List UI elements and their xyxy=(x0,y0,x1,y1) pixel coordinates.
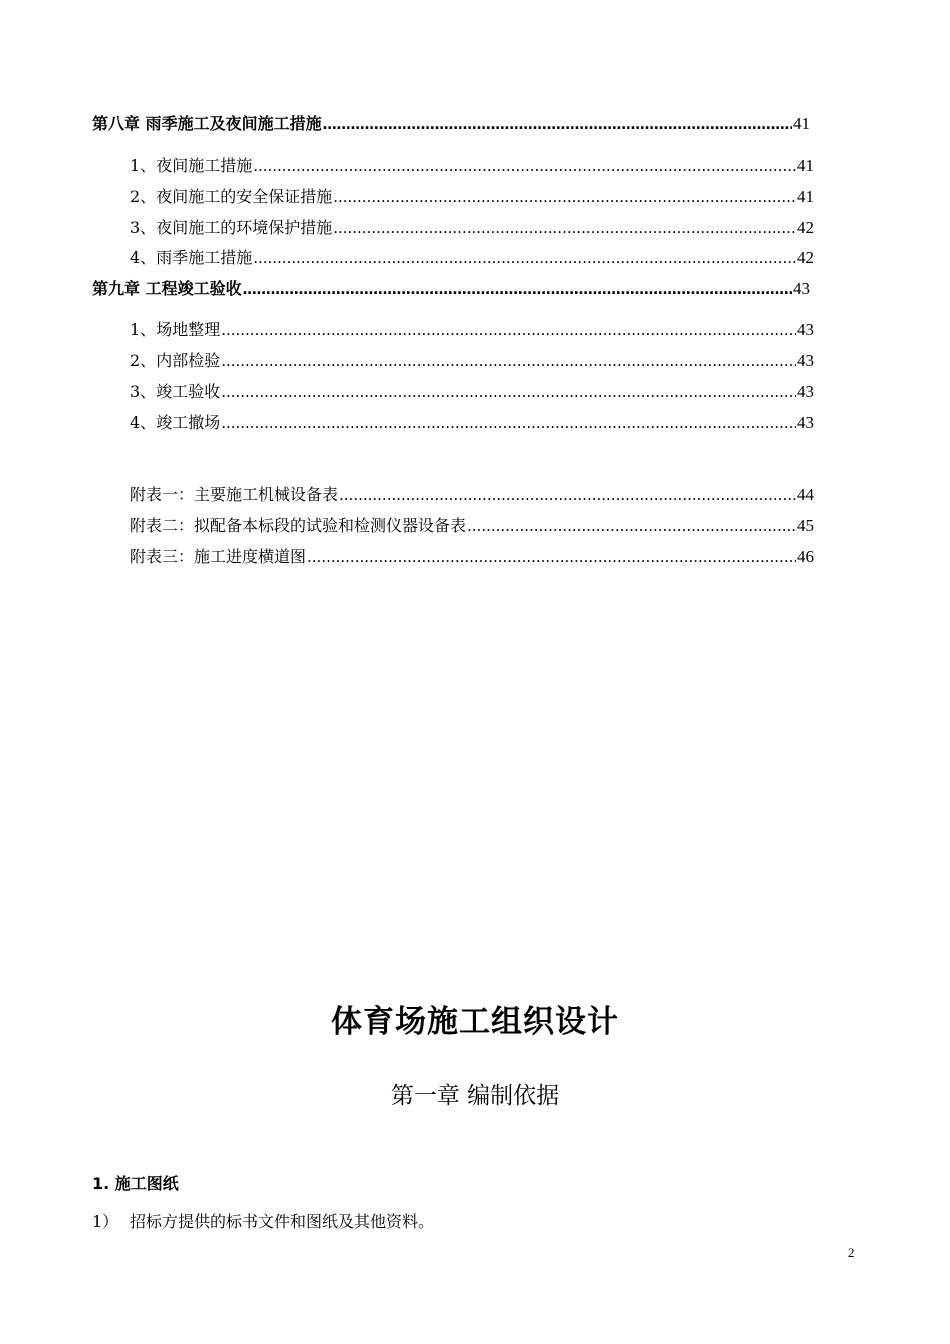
toc-page-number: 43 xyxy=(797,320,814,339)
toc-leader-dots xyxy=(221,413,796,433)
list-item-text: 招标方提供的标书文件和图纸及其他资料。 xyxy=(130,1212,435,1231)
toc-item-title: 附表三：施工进度横道图 xyxy=(130,547,307,566)
toc-item[interactable] xyxy=(130,187,814,207)
toc-page-number: 46 xyxy=(797,547,814,566)
toc-item-number: 2、 xyxy=(130,351,157,370)
toc-appendix-item[interactable] xyxy=(130,516,814,536)
toc-page-number: 45 xyxy=(797,516,814,535)
toc-page-number: 43 xyxy=(797,382,814,401)
toc-leader-dots xyxy=(467,516,796,536)
toc-leader-dots xyxy=(333,218,796,238)
toc-chapter-9[interactable] xyxy=(92,279,810,300)
toc-page-number: 42 xyxy=(797,218,814,237)
page-number: 2 xyxy=(848,1245,855,1260)
toc-item-number: 4、 xyxy=(130,248,157,267)
toc-item-title: 内部检验 xyxy=(156,351,221,370)
toc-item[interactable] xyxy=(130,156,814,176)
toc-item-title: 夜间施工措施 xyxy=(156,156,253,175)
toc-page-number: 41 xyxy=(793,114,810,133)
toc-item[interactable] xyxy=(130,382,814,402)
toc-item[interactable] xyxy=(130,320,814,340)
toc-item-title: 竣工撤场 xyxy=(156,413,221,432)
toc-page-number: 43 xyxy=(793,279,810,298)
toc-item[interactable] xyxy=(130,248,814,268)
section-heading: 1. 施工图纸 xyxy=(92,1174,179,1193)
toc-chapter-title: 第八章 雨季施工及夜间施工措施 xyxy=(92,114,322,133)
list-item-marker: 1） xyxy=(92,1212,119,1231)
toc-chapter-title: 第九章 工程竣工验收 xyxy=(92,279,242,298)
toc-item-title: 夜间施工的安全保证措施 xyxy=(156,187,333,206)
toc-appendix-item[interactable] xyxy=(130,547,814,567)
toc-item-number: 1、 xyxy=(130,320,157,339)
toc-leader-dots xyxy=(253,248,796,268)
document-title: 体育场施工组织设计 xyxy=(331,1004,619,1040)
toc-item-title: 附表二：拟配备本标段的试验和检测仪器设备表 xyxy=(130,516,467,535)
toc-leader-dots xyxy=(333,187,796,207)
toc-item-title: 场地整理 xyxy=(156,320,221,339)
toc-page-number: 44 xyxy=(797,485,814,504)
toc-chapter-8[interactable] xyxy=(92,114,810,135)
toc-page-number: 41 xyxy=(797,156,814,175)
toc-item-title: 竣工验收 xyxy=(156,382,221,401)
chapter-heading: 第一章 编制依据 xyxy=(390,1083,560,1109)
toc-appendix-item[interactable] xyxy=(130,485,814,505)
toc-item-number: 3、 xyxy=(130,382,157,401)
toc-item[interactable] xyxy=(130,218,814,238)
toc-item-number: 4、 xyxy=(130,413,157,432)
toc-item-title: 雨季施工措施 xyxy=(156,248,253,267)
toc-leader-dots xyxy=(253,156,796,176)
toc-item-title: 夜间施工的环境保护措施 xyxy=(156,218,333,237)
toc-leader-dots xyxy=(221,320,796,340)
toc-item-title: 附表一：主要施工机械设备表 xyxy=(130,485,339,504)
toc-leader-dots xyxy=(307,547,796,567)
toc-item-number: 3、 xyxy=(130,218,157,237)
toc-leader-dots xyxy=(243,279,792,300)
toc-page-number: 42 xyxy=(797,248,814,267)
toc-item[interactable] xyxy=(130,413,814,433)
toc-item-number: 2、 xyxy=(130,187,157,206)
list-item xyxy=(92,1210,434,1234)
toc-leader-dots xyxy=(339,485,796,505)
toc-page-number: 43 xyxy=(797,351,814,370)
toc-leader-dots xyxy=(221,351,796,371)
toc-page-number: 41 xyxy=(797,187,814,206)
toc-page-number: 43 xyxy=(797,413,814,432)
toc-item[interactable] xyxy=(130,351,814,371)
toc-item-number: 1、 xyxy=(130,156,157,175)
toc-leader-dots xyxy=(221,382,796,402)
toc-leader-dots xyxy=(323,114,792,135)
